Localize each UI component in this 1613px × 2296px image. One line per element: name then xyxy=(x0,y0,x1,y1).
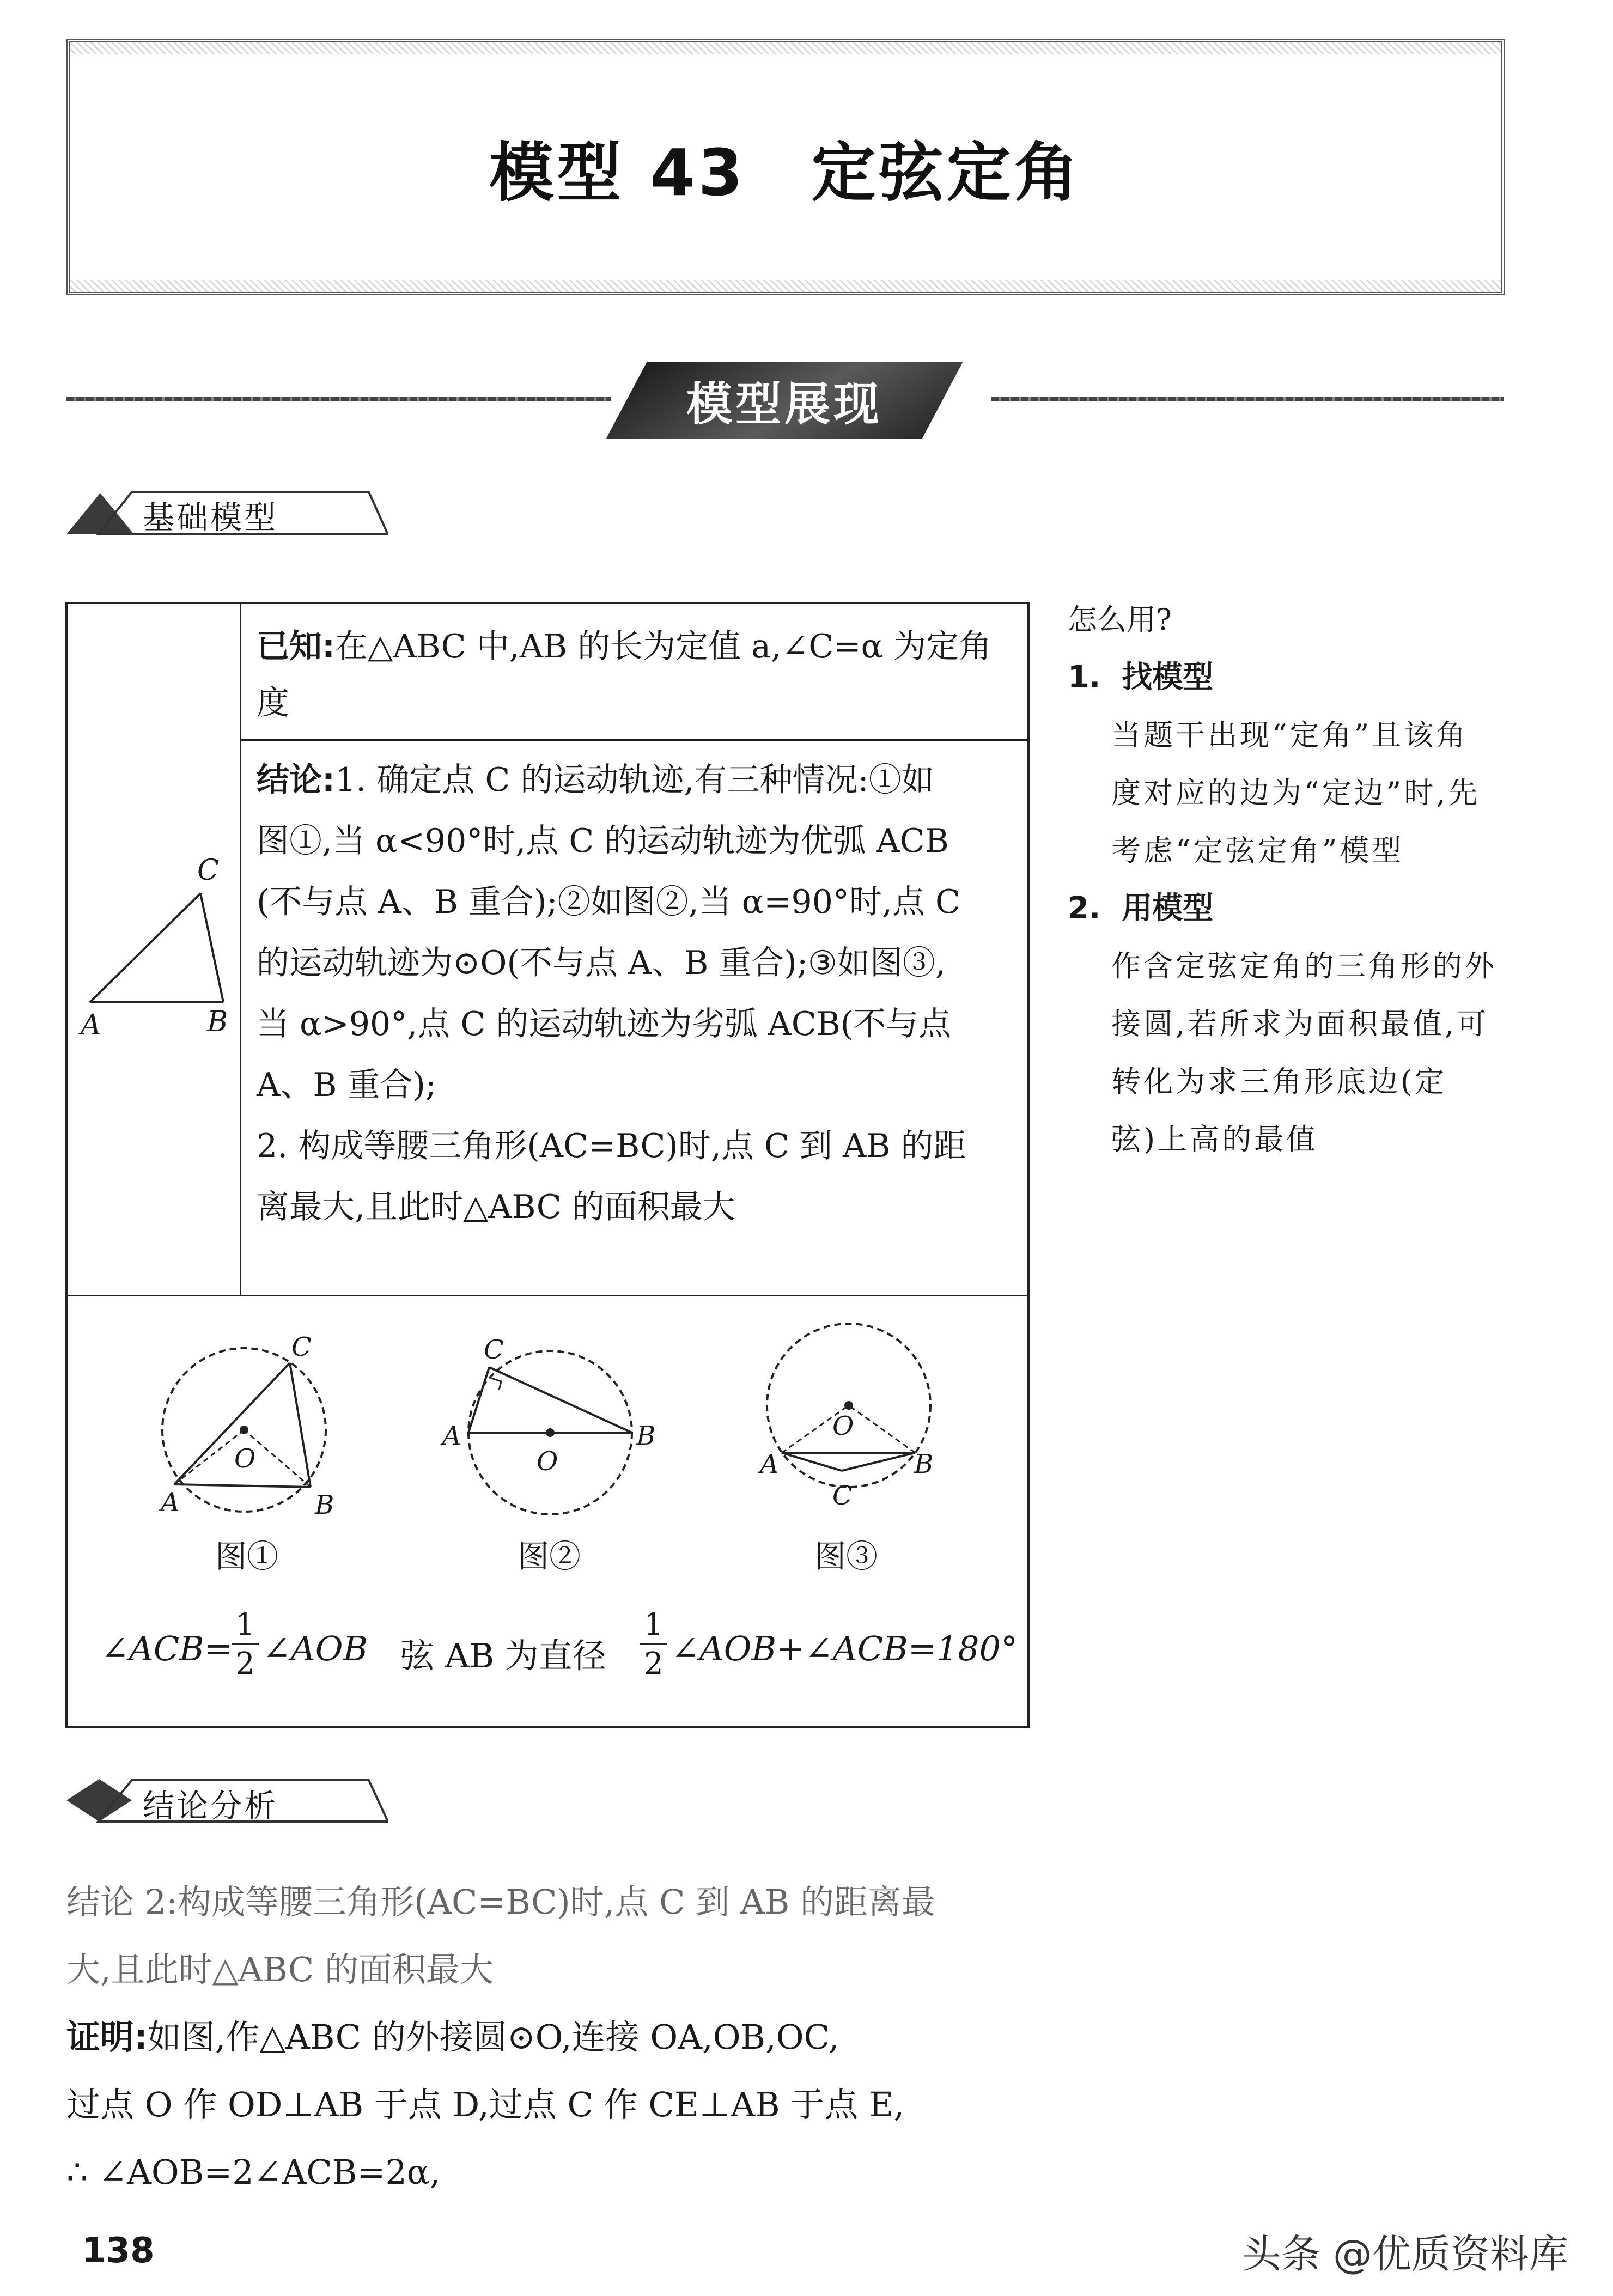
formula-1-right: ∠AOB xyxy=(263,1629,368,1668)
figure-2-label-b: B xyxy=(636,1421,656,1451)
tag-basic-label: 基础模型 xyxy=(143,499,278,536)
conclusion-line: 2. 构成等腰三角形(AC=BC)时,点 C 到 AB 的距 xyxy=(257,1127,966,1165)
proof-line: ∴ ∠AOB=2∠ACB=2α, xyxy=(66,2152,441,2192)
figure-1-caption: 图① xyxy=(215,1538,279,1575)
formula-2: 弦 AB 为直径 xyxy=(400,1636,606,1676)
figure-2-right-angle-mark xyxy=(491,1378,501,1390)
triangle-label-b: B xyxy=(207,1006,228,1038)
conclusion-cell xyxy=(240,741,1030,1296)
figure-3-caption: 图③ xyxy=(814,1538,878,1575)
model-number: 模型 43 xyxy=(489,135,746,210)
known-label: 已知: xyxy=(257,628,335,666)
usage-sidebar xyxy=(1068,591,1504,1168)
tag-analysis-label: 结论分析 xyxy=(143,1787,278,1824)
triangle-side-bc xyxy=(200,893,223,1002)
sidebar-item-1-line: 考虑“定弦定角”模型 xyxy=(1111,833,1404,868)
conclusion-line: (不与点 A、B 重合);②如图②,当 α=90°时,点 C xyxy=(257,883,960,921)
sidebar-item-1-line: 度对应的边为“定边”时,先 xyxy=(1111,776,1481,810)
formula-1-fraction xyxy=(232,1607,259,1682)
section-banner: 模型展现 xyxy=(686,377,882,431)
figure-2-label-o: O xyxy=(537,1446,558,1477)
formula-1-left: ∠ACB= xyxy=(101,1629,233,1668)
model-name: 定弦定角 xyxy=(811,135,1082,210)
figure-1-label-o: O xyxy=(234,1444,256,1474)
formula-3-numerator: 1 xyxy=(644,1607,664,1642)
known-text: 在△ABC 中,AB 的长为定值 a,∠C=α 为定角度 xyxy=(257,628,992,722)
banner-rule-left xyxy=(66,397,611,401)
sidebar-item-2-line: 弦)上高的最值 xyxy=(1111,1122,1319,1156)
title-box xyxy=(66,39,1505,295)
figure-2-caption: 图② xyxy=(518,1538,581,1575)
proof-line: 过点 O 作 OD⊥AB 于点 D,过点 C 作 CE⊥AB 于点 E, xyxy=(66,2085,905,2124)
conclusion-line: 的运动轨迹为⊙O(不与点 A、B 重合);③如图③, xyxy=(257,944,946,982)
formula-3-denominator: 2 xyxy=(644,1646,664,1682)
formula-3-right: ∠AOB+∠ACB=180° xyxy=(671,1629,1018,1668)
figure-2-label-c: C xyxy=(484,1335,504,1365)
conclusion-line: 离最大,且此时△ABC 的面积最大 xyxy=(257,1188,735,1226)
conclusion-line: 图①,当 α<90°时,点 C 的运动轨迹为优弧 ACB xyxy=(257,822,949,860)
formula-1-numerator: 1 xyxy=(235,1607,255,1642)
figure-1-label-c: C xyxy=(291,1332,312,1362)
page-number: 138 xyxy=(82,2231,155,2271)
base-triangle-figure xyxy=(65,741,240,1100)
figure-1-label-a: A xyxy=(161,1487,180,1518)
conclusion-line: 结论:1. 确定点 C 的运动轨迹,有三种情况:①如 xyxy=(257,761,934,799)
banner-rule-right xyxy=(991,397,1504,401)
proof-line: 证明:如图,作△ABC 的外接圆⊙O,连接 OA,OB,OC, xyxy=(66,2017,839,2057)
analysis-line: 结论 2:构成等腰三角形(AC=BC)时,点 C 到 AB 的距离最 xyxy=(66,1882,936,1922)
sidebar-item-2-line: 接圆,若所求为面积最值,可 xyxy=(1111,1007,1489,1041)
sidebar-question: 怎么用? xyxy=(1068,602,1172,637)
analysis-line: 大,且此时△ABC 的面积最大 xyxy=(66,1950,494,1989)
known-cell xyxy=(240,602,1030,741)
proof-label: 证明: xyxy=(66,2017,148,2057)
triangle-label-c: C xyxy=(197,854,219,887)
conclusion-line: A、B 重合); xyxy=(257,1066,437,1104)
figure-1-label-b: B xyxy=(315,1490,334,1520)
analysis-section xyxy=(66,1868,1058,2206)
figure-3-label-o: O xyxy=(832,1411,854,1441)
sidebar-item-1-heading: 1. 找模型 xyxy=(1068,660,1214,695)
triangle-label-a: A xyxy=(81,1009,101,1042)
tag-analysis xyxy=(66,1773,388,1828)
tag-basic-model xyxy=(66,485,388,539)
watermark: 头条 @优质资料库 xyxy=(1242,2231,1568,2277)
figure-3-label-c: C xyxy=(832,1481,853,1511)
sidebar-item-2-line: 作含定弦定角的三角形的外 xyxy=(1111,949,1497,983)
conclusion-label: 结论: xyxy=(257,761,335,799)
conclusion-line: 当 α>90°,点 C 的运动轨迹为劣弧 ACB(不与点 xyxy=(257,1005,952,1043)
sidebar-item-1-line: 当题干出现“定角”且该角 xyxy=(1111,718,1469,752)
triangle-side-ac xyxy=(90,893,200,1002)
formula-1-denominator: 2 xyxy=(235,1646,255,1682)
sidebar-item-2-heading: 2. 用模型 xyxy=(1068,891,1214,926)
fraction-bar xyxy=(640,1643,667,1645)
figure-3-diagram xyxy=(757,1313,964,1520)
figure-3-label-b: B xyxy=(914,1449,934,1479)
formula-3-fraction xyxy=(640,1607,667,1682)
figure-2-label-a: A xyxy=(442,1421,461,1451)
fraction-bar xyxy=(232,1643,259,1645)
figure-3-label-a: A xyxy=(760,1449,779,1479)
page-title xyxy=(70,42,1501,292)
sidebar-item-2-line: 转化为求三角形底边(定 xyxy=(1111,1064,1447,1099)
